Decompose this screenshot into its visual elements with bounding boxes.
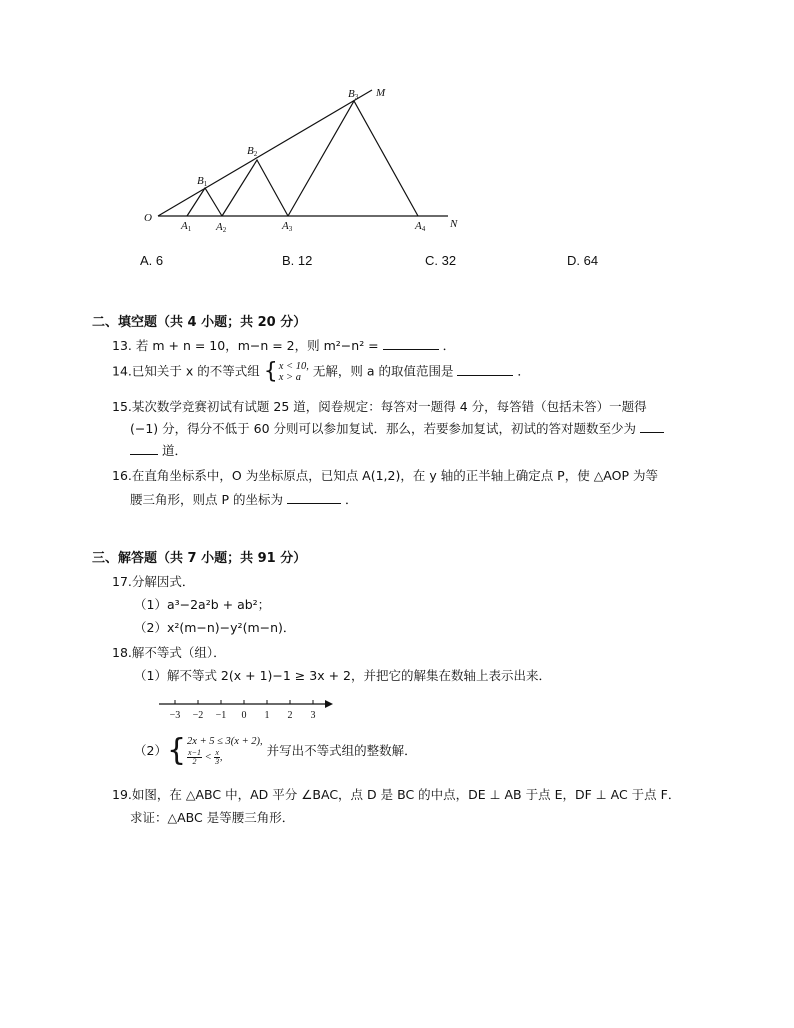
label-B3: B3: [348, 88, 359, 101]
label-B1: B1: [197, 175, 208, 188]
q18-frac-2-num: x: [215, 748, 219, 757]
label-N: N: [450, 218, 458, 230]
q16-answer-blank[interactable]: [287, 491, 341, 504]
option-a[interactable]: A. 6: [140, 253, 164, 268]
q18-brace: {: [166, 733, 187, 768]
question-15: [112, 397, 647, 417]
q13-text: 若 m + n = 10，m−n = 2，则 m²−n² =: [135, 338, 383, 353]
number-line-tick-label: 3: [310, 710, 316, 721]
q19-number: 19.: [112, 787, 132, 802]
number-line-tick-label: 0: [241, 710, 247, 721]
q16-number: 16.: [112, 468, 132, 483]
q17-part-2: （2）x²(m−n)−y²(m−n)．: [134, 620, 296, 635]
number-line-tick-label: 2: [287, 710, 293, 721]
option-d[interactable]: D. 64: [567, 253, 599, 268]
q18-frac-1-num: x−1: [188, 748, 201, 757]
triangle-3: [288, 101, 418, 216]
q14-pre: 已知关于 x 的不等式组: [131, 363, 260, 379]
question-14: [112, 361, 530, 383]
number-line-tick-label: −2: [192, 710, 204, 721]
section-3-title: 三、解答题（共 7 小题；共 91 分）: [92, 551, 307, 566]
q14-ineq-1: x < 10,: [278, 361, 309, 372]
q17-part-1: （1）a³−2a²b + ab²；: [134, 597, 271, 612]
option-b[interactable]: B. 12: [282, 253, 313, 268]
q18-part-1: （1）解不等式 2(x + 1)−1 ≥ 3x + 2，并把它的解集在数轴上表示出来．: [134, 668, 551, 683]
q14-number: 14.: [112, 363, 132, 379]
q18-frac-2-den: 3: [215, 757, 220, 766]
q18-number: 18.: [112, 645, 132, 660]
label-B2: B2: [247, 145, 258, 158]
q14-ineq-2: x > a: [278, 372, 301, 383]
ray-OM: [158, 90, 372, 216]
q14-brace: {: [263, 359, 278, 384]
q15-line-2: (−1) 分，得分不低于 60 分则可以参加复试．那么，若要参加复试，初试的答对题数至少为: [130, 421, 637, 436]
q14-answer-blank[interactable]: [457, 363, 513, 376]
q13-number: 13.: [112, 338, 132, 353]
q18-part-2-post: 并写出不等式组的整数解．: [266, 743, 417, 758]
q15-line-2-row: [130, 419, 664, 439]
number-line-tick-label: −3: [169, 710, 181, 721]
q15-line-1: 某次数学竞赛初试有试题 25 道，阅卷规定：每答对一题得 4 分，每答错（包括未答）一题得: [131, 399, 647, 414]
q18-ineq-1: 2x + 5 ≤ 3(x + 2),: [187, 736, 263, 747]
number-line-arrow: [325, 700, 333, 708]
q18-frac-1-den: 2: [192, 757, 197, 766]
q16-end: ．: [344, 492, 358, 507]
q14-end: ．: [517, 363, 530, 379]
q17-text: 分解因式．: [131, 574, 195, 589]
triangle-1: [187, 188, 222, 216]
number-line: [155, 695, 340, 723]
q13-end: ．: [442, 338, 456, 353]
q18-ineq-2: [187, 749, 263, 766]
question-17: [112, 572, 194, 592]
label-O: O: [144, 212, 152, 224]
q13-answer-blank[interactable]: [383, 337, 439, 350]
question-18: [112, 643, 226, 663]
q18-frac-1: [187, 749, 202, 766]
question-13: [112, 336, 455, 356]
label-A1: A1: [181, 220, 192, 233]
number-line-tick-label: −1: [215, 710, 227, 721]
number-line-tick-label: 1: [264, 710, 270, 721]
label-M: M: [376, 87, 386, 99]
q18-part-2: [134, 733, 417, 768]
option-c[interactable]: C. 32: [425, 253, 457, 268]
q15-answer-blank-a[interactable]: [640, 420, 664, 433]
q17-number: 17.: [112, 574, 132, 589]
q18-part-2-label: （2）: [134, 743, 167, 758]
q16-line-2: 腰三角形，则点 P 的坐标为: [130, 492, 283, 507]
q14-post: 无解，则 a 的取值范围是: [312, 363, 454, 379]
q15-line-3-row: [130, 441, 187, 461]
q15-number: 15.: [112, 399, 132, 414]
question-16: [112, 466, 658, 486]
q16-line-1: 在直角坐标系中，O 为坐标原点，已知点 A(1,2)，在 y 轴的正半轴上确定点 P，使 △AOP 为等: [131, 468, 658, 483]
question-19: [112, 785, 680, 805]
label-A3: A3: [282, 220, 293, 233]
q15-line-3: 道．: [161, 443, 187, 458]
section-2-title: 二、填空题（共 4 小题；共 20 分）: [92, 315, 307, 330]
triangle-2: [222, 160, 288, 216]
q15-answer-blank-b[interactable]: [130, 442, 158, 455]
q16-line-2-row: [130, 490, 357, 510]
q14-system: [279, 361, 309, 383]
q18-lt: <: [204, 751, 212, 763]
q19-line-1: 如图，在 △ABC 中，AD 平分 ∠BAC，点 D 是 BC 的中点，DE ⊥ AB 于点 E，DF ⊥ AC 于点 F．: [131, 787, 681, 802]
q19-line-2: 求证：△ABC 是等腰三角形．: [130, 810, 295, 825]
q18-comma: ,: [219, 751, 223, 763]
q18-system: [187, 736, 263, 766]
geometry-figure: [140, 80, 480, 240]
label-A2: A2: [216, 221, 227, 234]
label-A4: A4: [415, 220, 426, 233]
q18-text: 解不等式（组）．: [131, 645, 226, 660]
